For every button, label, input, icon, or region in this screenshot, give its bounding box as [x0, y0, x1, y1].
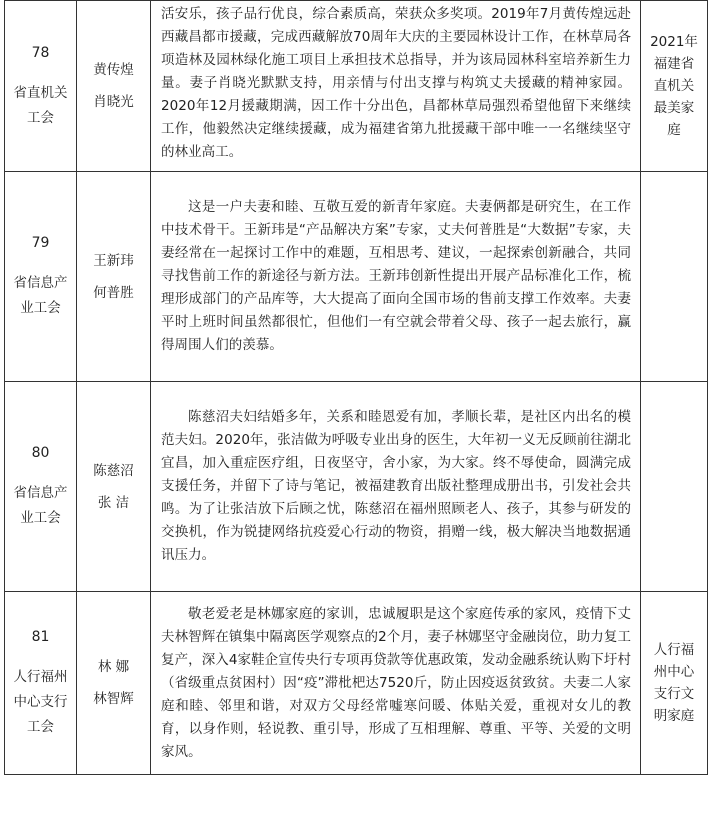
- person-name: 张 洁: [97, 494, 130, 511]
- work-unit: 省信息产业工会: [13, 275, 68, 316]
- description-cell: [151, 382, 641, 592]
- work-unit: 省直机关工会: [13, 84, 68, 126]
- person-name: 林智辉: [93, 691, 134, 707]
- person-name: 王新玮: [93, 252, 134, 269]
- honor-title: 人行福州中心支行文明家庭: [641, 592, 708, 775]
- description-cell: [151, 592, 641, 775]
- number-unit-cell: [5, 172, 77, 382]
- names-cell: [77, 172, 151, 382]
- table-row: [5, 1, 708, 172]
- number-unit-cell: [5, 1, 77, 172]
- description-cell: [151, 1, 641, 172]
- description-text: 活安乐，孩子品行优良，综合素质高，荣获众多奖项。2019年7月黄传煌远赴西藏昌都市援藏，完成西藏解放70周年大庆的主要园林设计工作，在林草局各项造林及园林绿化施工项目上承担技术总指导，并为该局园林科室培养新生力量。妻子肖晓光默默支持，用亲情与付出支撑与构筑丈夫援藏的精神家园。2020年12月援藏期满，因工作十分出色，昌都林草局强烈希望他留下来继续工作，他毅然决定继续援藏，成为福建省第九批援藏干部中唯一一名继续坚守的林业高工。: [161, 6, 631, 160]
- row-number: 78: [31, 44, 50, 61]
- honor-title: 2021年福建省直机关最美家庭: [641, 1, 708, 172]
- honor-title: [641, 172, 708, 382]
- work-unit: 省信息产业工会: [13, 485, 68, 526]
- work-unit: 人行福州中心支行工会: [13, 669, 68, 735]
- number-unit-cell: [5, 382, 77, 592]
- description-cell: [151, 172, 641, 382]
- person-name: 何普胜: [93, 284, 134, 301]
- table-row: [5, 172, 708, 382]
- honor-title: [641, 382, 708, 592]
- names-cell: [77, 382, 151, 592]
- description-text: 敬老爱老是林娜家庭的家训，忠诚履职是这个家庭传承的家风，疫情下丈夫林智辉在镇集中隔离医学观察点的2个月，妻子林娜坚守金融岗位，助力复工复产，深入4家鞋企宣传央行专项再贷款等优惠政策，发动金融系统认购下圩村（省级重点贫困村）因“疫”滞枇杷达7520斤，防止因疫返贫致贫。夫妻二人家庭和睦、邻里和谐，对双方父母经常嘘寒问暖、体贴关爱，重视对女儿的教育，以身作则，轻说教、重引导，形成了互相理解、尊重、平等、关爱的文明家风。: [161, 605, 631, 760]
- number-unit-cell: [5, 592, 77, 775]
- row-number: 80: [31, 445, 50, 461]
- row-number: 81: [31, 629, 50, 645]
- names-cell: [77, 1, 151, 172]
- table-row: [5, 382, 708, 592]
- person-name: 肖晓光: [93, 94, 134, 110]
- person-name: 陈慈沼: [93, 462, 134, 479]
- names-cell: [77, 592, 151, 775]
- row-number: 79: [31, 235, 50, 251]
- person-name: 林 娜: [97, 659, 130, 675]
- person-name: 黄传煌: [93, 62, 134, 78]
- table-row: [5, 592, 708, 775]
- honor-family-table: [4, 0, 708, 775]
- description-text: 这是一户夫妻和睦、互敬互爱的新青年家庭。夫妻俩都是研究生，在工作中技术骨干。王新玮是“产品解决方案”专家，丈夫何普胜是“大数据”专家，夫妻经常在一起探讨工作中的难题，互相思考、建议，一起探索创新融合，共同寻找售前工作的新途径与新方法。王新玮创新性提出开展产品标准化工作，梳理形成部门的产品库等，大大提高了面向全国市场的售前支撑工作效率。夫妻平时上班时间虽然都很忙，但他们一有空就会带着父母、孩子一起去旅行，赢得周围人们的羡慕。: [161, 199, 631, 353]
- description-text: 陈慈沼夫妇结婚多年，关系和睦恩爱有加，孝顺长辈，是社区内出名的模范夫妇。2020年，张洁做为呼吸专业出身的医生，大年初一义无反顾前往湖北宜昌，加入重症医疗组，日夜坚守，舍小家，为大家。终不辱使命，圆满完成支援任务，并留下了诗与笔记，被福建教育出版社整理成册出书，引发社会共鸣。为了让张洁放下后顾之忧，陈慈沼在福州照顾老人、孩子，其参与研发的交换机，作为锐捷网络抗疫爱心行动的物资，捐赠一线，极大解决当地数据通讯压力。: [161, 409, 631, 563]
